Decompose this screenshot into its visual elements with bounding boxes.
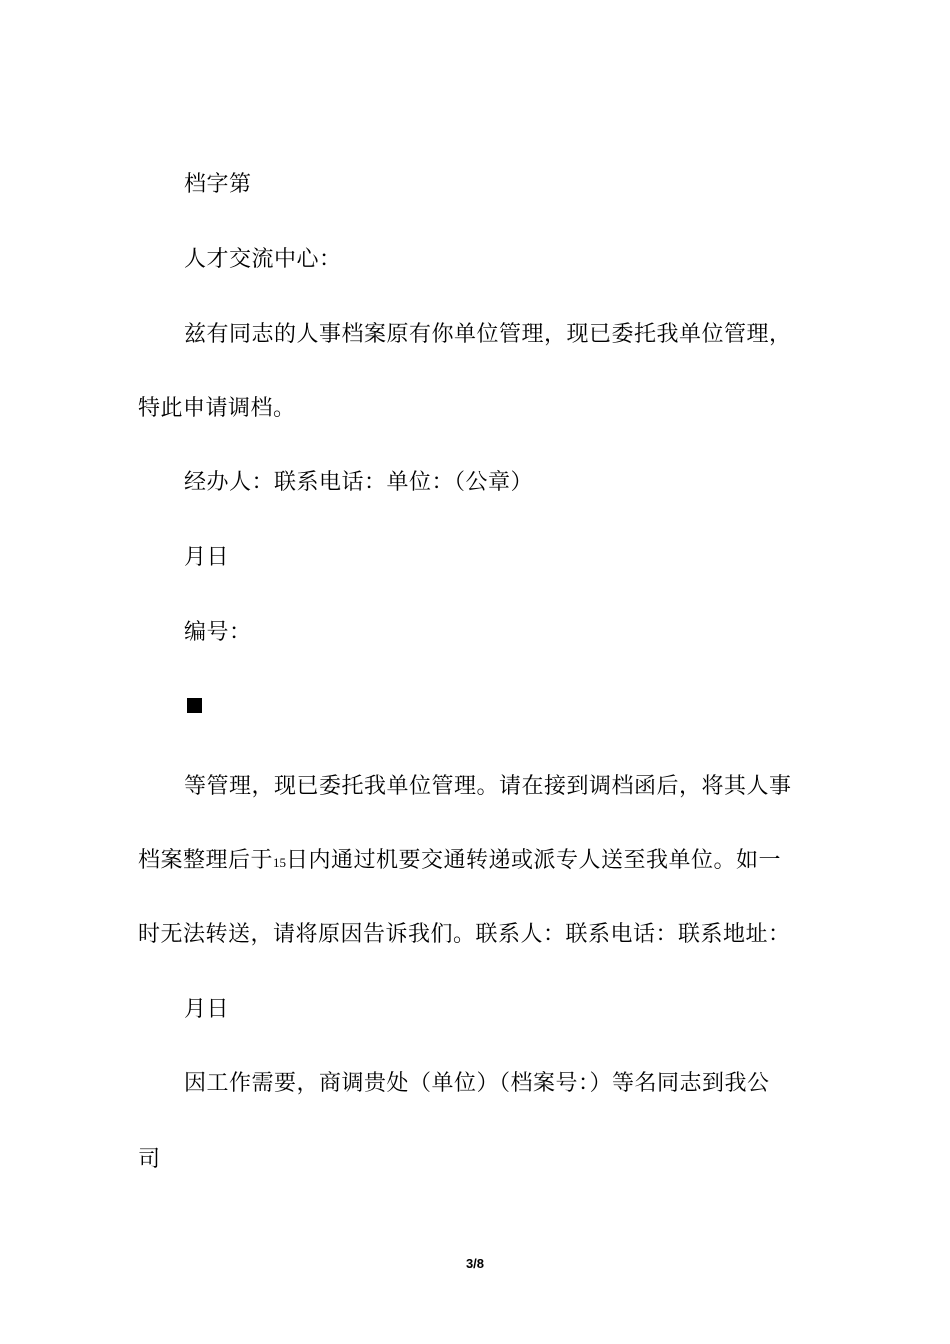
page-number: 3/8 [465,1256,485,1271]
paragraph-2-line-3: 时无法转送，请将原因告诉我们。联系人：联系电话：联系地址： [138,922,791,947]
paragraph-3-line-1: 因工作需要，商调贵处（单位）（档案号：）等名同志到我公 [184,1071,770,1096]
days-number: 15 [273,855,287,870]
black-square-icon [187,698,202,713]
paragraph-3-line-2: 司 [138,1147,161,1172]
recipient-line: 人才交流中心： [184,247,342,272]
paragraph-2-line-2-end: 日内通过机要交通转递或派专人送至我单位。如一 [286,848,782,873]
date-line-2: 月日 [184,997,230,1022]
paragraph-2-line-2-start: 档案整理后于 [138,848,274,873]
serial-number-line: 编号： [184,620,252,645]
paragraph-2-line-2 [138,846,781,878]
date-line: 月日 [184,545,230,570]
paragraph-2-line-1: 等管理，现已委托我单位管理。请在接到调档函后，将其人事 [184,774,792,799]
file-number-line: 档字第 [184,172,252,197]
contact-line: 经办人：联系电话：单位：（公章） [184,470,534,495]
paragraph-1-line-2: 特此申请调档。 [138,396,296,421]
paragraph-1-line-1: 兹有同志的人事档案原有你单位管理，现已委托我单位管理， [184,322,792,347]
